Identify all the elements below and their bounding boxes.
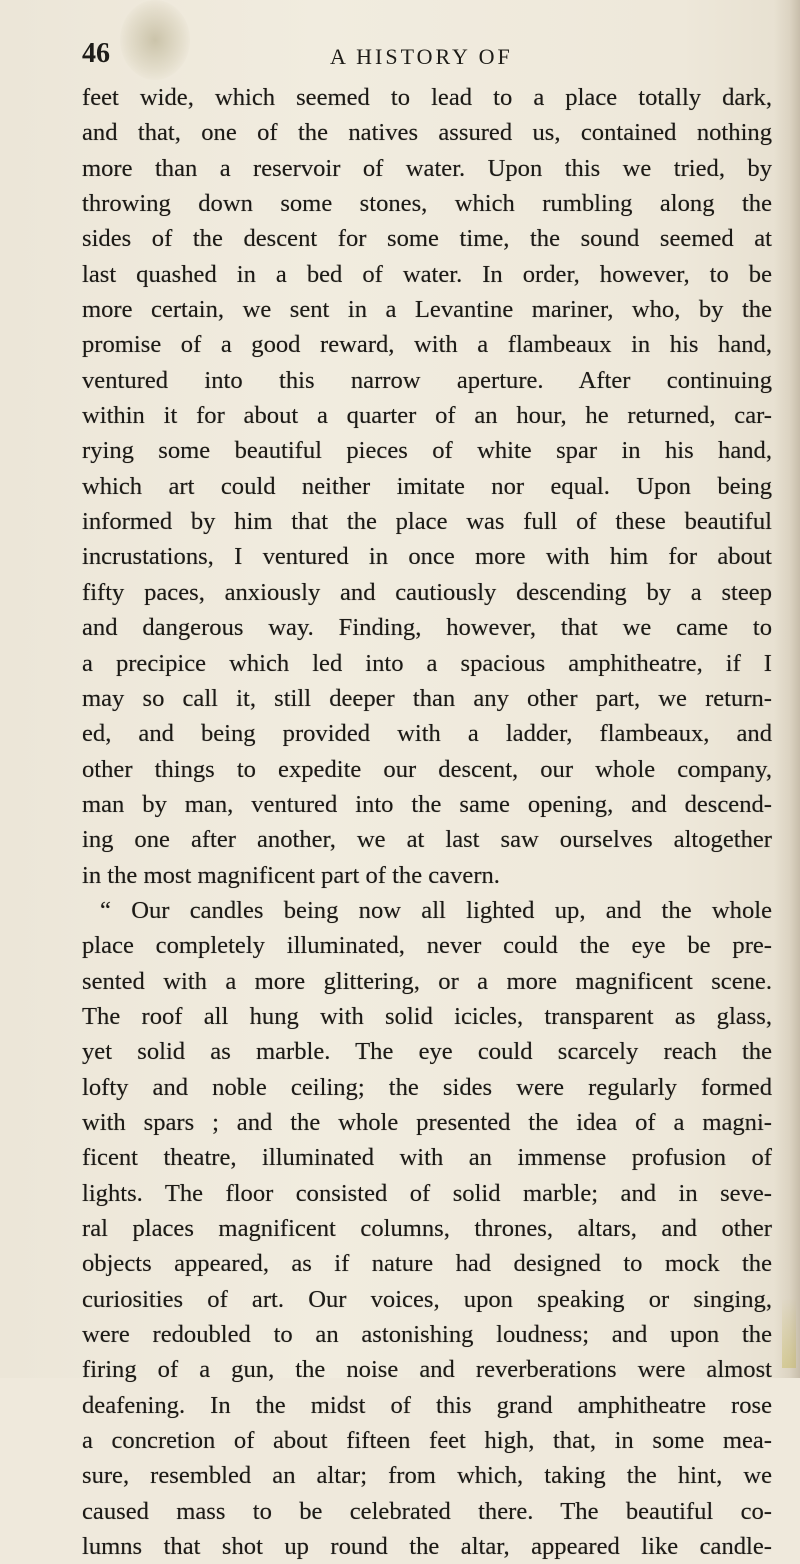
text-line: promise of a good reward, with a flambeaux in his hand,	[82, 331, 772, 359]
text-line: ing one after another, we at last saw ourselves altogether	[82, 826, 772, 854]
text-line: ed, and being provided with a ladder, flambeaux, and	[82, 720, 772, 748]
text-line: deafening. In the midst of this grand amphitheatre rose	[82, 1391, 772, 1419]
text-line: ventured into this narrow aperture. After continuing	[82, 366, 772, 394]
text-line: objects appeared, as if nature had designed to mock the	[82, 1250, 772, 1278]
text-line: a precipice which led into a spacious amphitheatre, if I	[82, 649, 772, 677]
page-corner-discoloration	[782, 1298, 796, 1368]
text-line: ral places magnificent columns, thrones, altars, and other	[82, 1215, 772, 1242]
text-line: may so call it, still deeper than any other part, we return-	[82, 684, 772, 712]
text-line: lumns that shot up round the altar, appeared like candle-	[82, 1533, 772, 1561]
text-line: man by man, ventured into the same opening, and descend-	[82, 790, 772, 818]
text-line: within it for about a quarter of an hour, he returned, car-	[82, 402, 772, 430]
text-line: informed by him that the place was full of these beautiful	[82, 508, 772, 536]
text-line: The roof all hung with solid icicles, transparent as glass,	[82, 1002, 772, 1030]
running-head: A HISTORY OF	[330, 44, 513, 69]
text-line: which art could neither imitate nor equal. Upon being	[82, 472, 772, 500]
text-line: rying some beautiful pieces of white spar in his hand,	[82, 437, 772, 465]
text-line: last quashed in a bed of water. In order, however, to be	[82, 260, 772, 288]
text-line: sides of the descent for some time, the sound seemed at	[82, 225, 772, 253]
paragraph-start-line: “ Our candles being now all lighted up, and the whole	[100, 896, 772, 924]
text-line: lights. The floor consisted of solid marble; and in seve-	[82, 1179, 772, 1207]
text-line: fifty paces, anxiously and cautiously descending by a steep	[82, 578, 772, 606]
page-number: 46	[82, 38, 110, 69]
text-line: and that, one of the natives assured us, contained nothing	[82, 119, 772, 147]
text-line: place completely illuminated, never could the eye be pre-	[82, 932, 772, 960]
text-line: curiosities of art. Our voices, upon speaking or singing,	[82, 1285, 772, 1313]
text-line: more than a reservoir of water. Upon this we tried, by	[82, 154, 772, 182]
text-line: throwing down some stones, which rumbling along the	[82, 190, 772, 218]
text-line: yet solid as marble. The eye could scarcely reach the	[82, 1038, 772, 1066]
text-line: caused mass to be celebrated there. The beautiful co-	[82, 1497, 772, 1525]
text-line: other things to expedite our descent, our whole company,	[82, 755, 772, 783]
text-line: were redoubled to an astonishing loudness; and upon the	[82, 1321, 772, 1349]
text-line: more certain, we sent in a Levantine mariner, who, by the	[82, 296, 772, 324]
text-line: and dangerous way. Finding, however, that we came to	[82, 614, 772, 642]
text-line: firing of a gun, the noise and reverberations were almost	[82, 1356, 772, 1384]
text-line: incrustations, I ventured in once more with him for about	[82, 543, 772, 571]
text-line: sure, resembled an altar; from which, taking the hint, we	[82, 1462, 772, 1490]
page-edge-shadow	[774, 0, 800, 1378]
body-text	[82, 80, 772, 1564]
text-line: feet wide, which seemed to lead to a place totally dark,	[82, 84, 772, 111]
text-line: with spars ; and the whole presented the idea of a magni-	[82, 1108, 772, 1136]
text-line: lofty and noble ceiling; the sides were regularly formed	[82, 1073, 772, 1101]
text-line: sented with a more glittering, or a more magnificent scene.	[82, 967, 772, 995]
text-line: a concretion of about fifteen feet high, that, in some mea-	[82, 1427, 772, 1455]
page-header	[82, 30, 752, 80]
paragraph-end-line: in the most magnificent part of the cavern.	[82, 861, 500, 889]
text-line: ficent theatre, illuminated with an immense profusion of	[82, 1144, 772, 1172]
